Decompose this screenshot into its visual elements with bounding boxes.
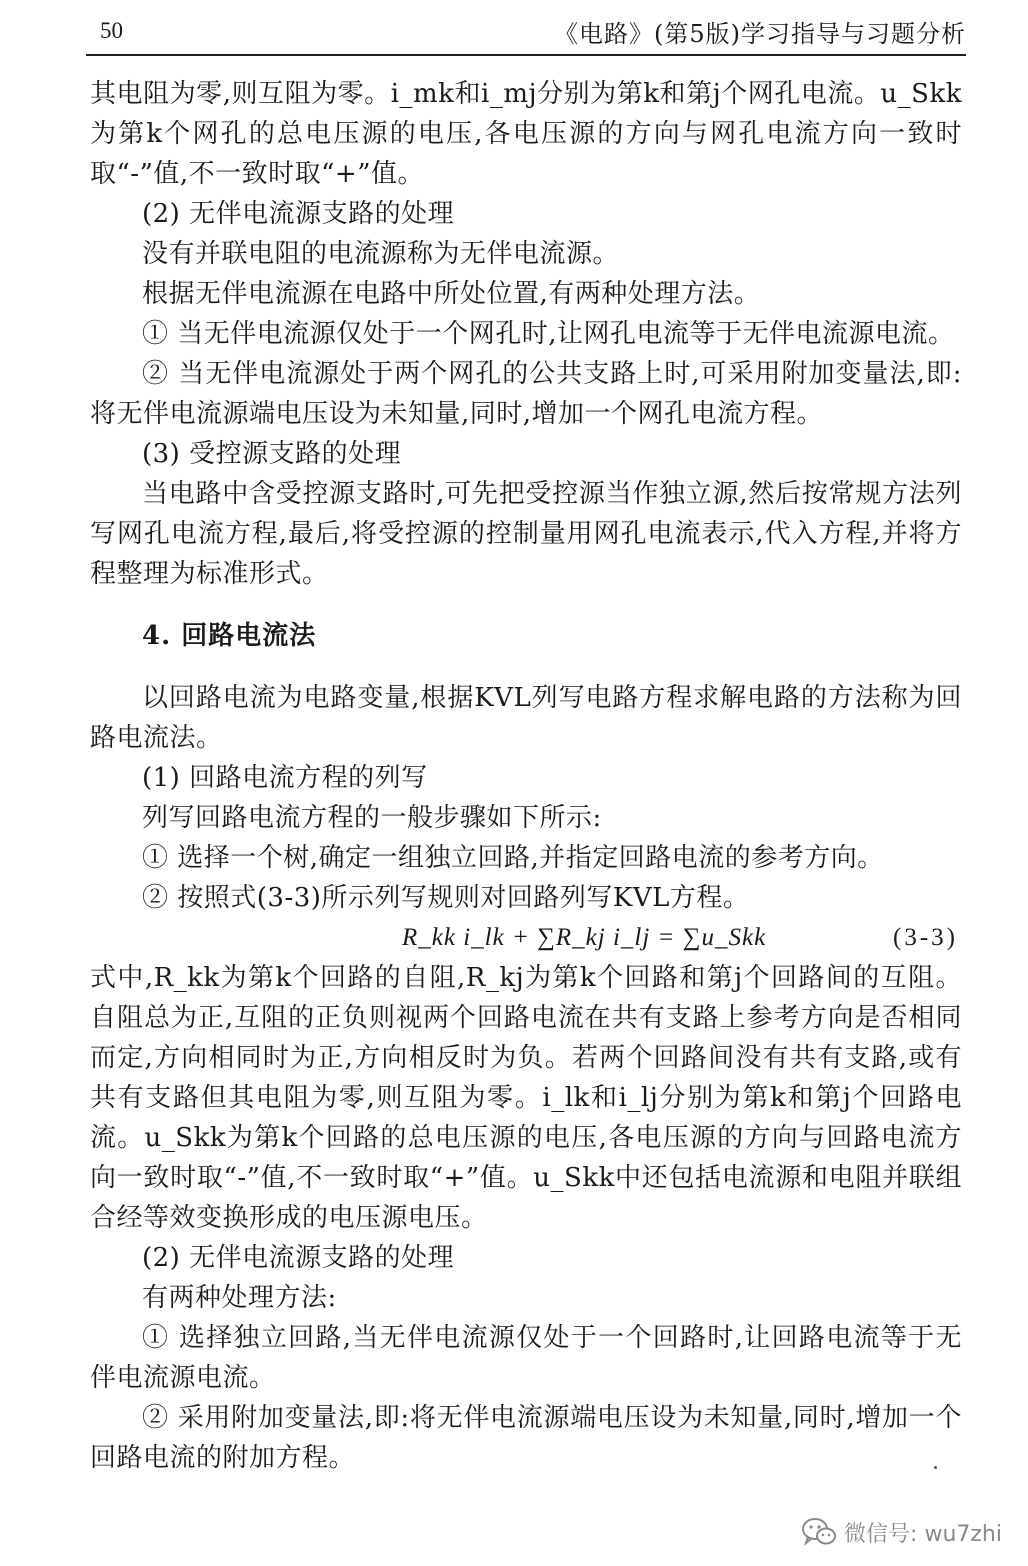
paragraph-two-methods-loop: 有两种处理方法: [142, 1283, 337, 1313]
paragraph-equation-explanation: 式中,R_kk为第k个回路的自阻,R_kj为第k个回路和第j个回路间的互阻。自阻总为正,互阻的正负则视两个回路电流在共有支路上参考方向是否相同而定,方向相同时为正,方向相反时为负。若两个回路间没有共有支路,或有共有支路但其电阻为零,则互阻为零。i_lk和i_lj分别为第k和第j个回路电流。u_Skk为第k个回路的总电压源的电压,各电压源的方向与回路电流方向一致时取“-”值,不一致时取“+”值。u_Skk中还包括电流源和电阻并联组合经等效变换形成的电压源电压。 [90, 963, 962, 1233]
section-heading-loop-current: 4. 回路电流法 [142, 621, 317, 651]
list-item-step-2: ② 按照式(3-3)所示列写规则对回路列写KVL方程。 [142, 883, 750, 913]
subheading-unaccompanied-source-loop: (2) 无伴电流源支路的处理 [142, 1243, 455, 1273]
subheading-controlled-source: (3) 受控源支路的处理 [142, 439, 402, 469]
list-item-method-2: ② 当无伴电流源处于两个网孔的公共支路上时,可采用附加变量法,即:将无伴电流源端电压设为未知量,同时,增加一个网孔电流方程。 [90, 359, 962, 429]
page-number: 50 [100, 18, 123, 43]
paragraph-mutual-resistance: 其电阻为零,则互阻为零。i_mk和i_mj分别为第k和第j个网孔电流。u_Skk为第k个网孔的总电压源的电压,各电压源的方向与网孔电流方向一致时取“-”值,不一致时取“+”值。 [90, 79, 962, 189]
page-body [90, 74, 962, 1478]
paragraph-controlled-source: 当电路中含受控源支路时,可先把受控源当作独立源,然后按常规方法列写网孔电流方程,最后,将受控源的控制量用网孔电流表示,代入方程,并将方程整理为标准形式。 [90, 479, 962, 589]
equation-3-3 [90, 918, 962, 958]
equation-number: (3-3) [893, 924, 958, 951]
book-title: 《电路》(第5版)学习指导与习题分析 [554, 20, 966, 48]
paragraph-definition: 没有并联电阻的电流源称为无伴电流源。 [142, 239, 620, 269]
equation-body: R_kk i_lk + ∑R_kj i_lj = ∑u_Skk [402, 924, 767, 951]
wechat-watermark [802, 1514, 1002, 1550]
paragraph-steps-intro: 列写回路电流方程的一般步骤如下所示: [142, 803, 602, 833]
paragraph-two-methods: 根据无伴电流源在电路中所处位置,有两种处理方法。 [142, 279, 761, 309]
list-item-loop-method-1: ① 选择独立回路,当无伴电流源仅处于一个回路时,让回路电流等于无伴电流源电流。 [90, 1323, 962, 1393]
subheading-loop-equation: (1) 回路电流方程的列写 [142, 763, 428, 793]
list-item-loop-method-2: ② 采用附加变量法,即:将无伴电流源端电压设为未知量,同时,增加一个回路电流的附加方程。 [90, 1403, 962, 1473]
list-item-step-1: ① 选择一个树,确定一组独立回路,并指定回路电流的参考方向。 [142, 843, 884, 873]
running-header [86, 6, 966, 56]
subheading-unaccompanied-source: (2) 无伴电流源支路的处理 [142, 199, 455, 229]
watermark-text: 微信号: wu7zhi [844, 1521, 1002, 1547]
paragraph-loop-current-intro: 以回路电流为电路变量,根据KVL列写电路方程求解电路的方法称为回路电流法。 [90, 683, 962, 753]
wechat-icon [802, 1517, 836, 1547]
scan-speck [934, 1466, 937, 1469]
list-item-method-1: ① 当无伴电流源仅处于一个网孔时,让网孔电流等于无伴电流源电流。 [142, 319, 955, 349]
